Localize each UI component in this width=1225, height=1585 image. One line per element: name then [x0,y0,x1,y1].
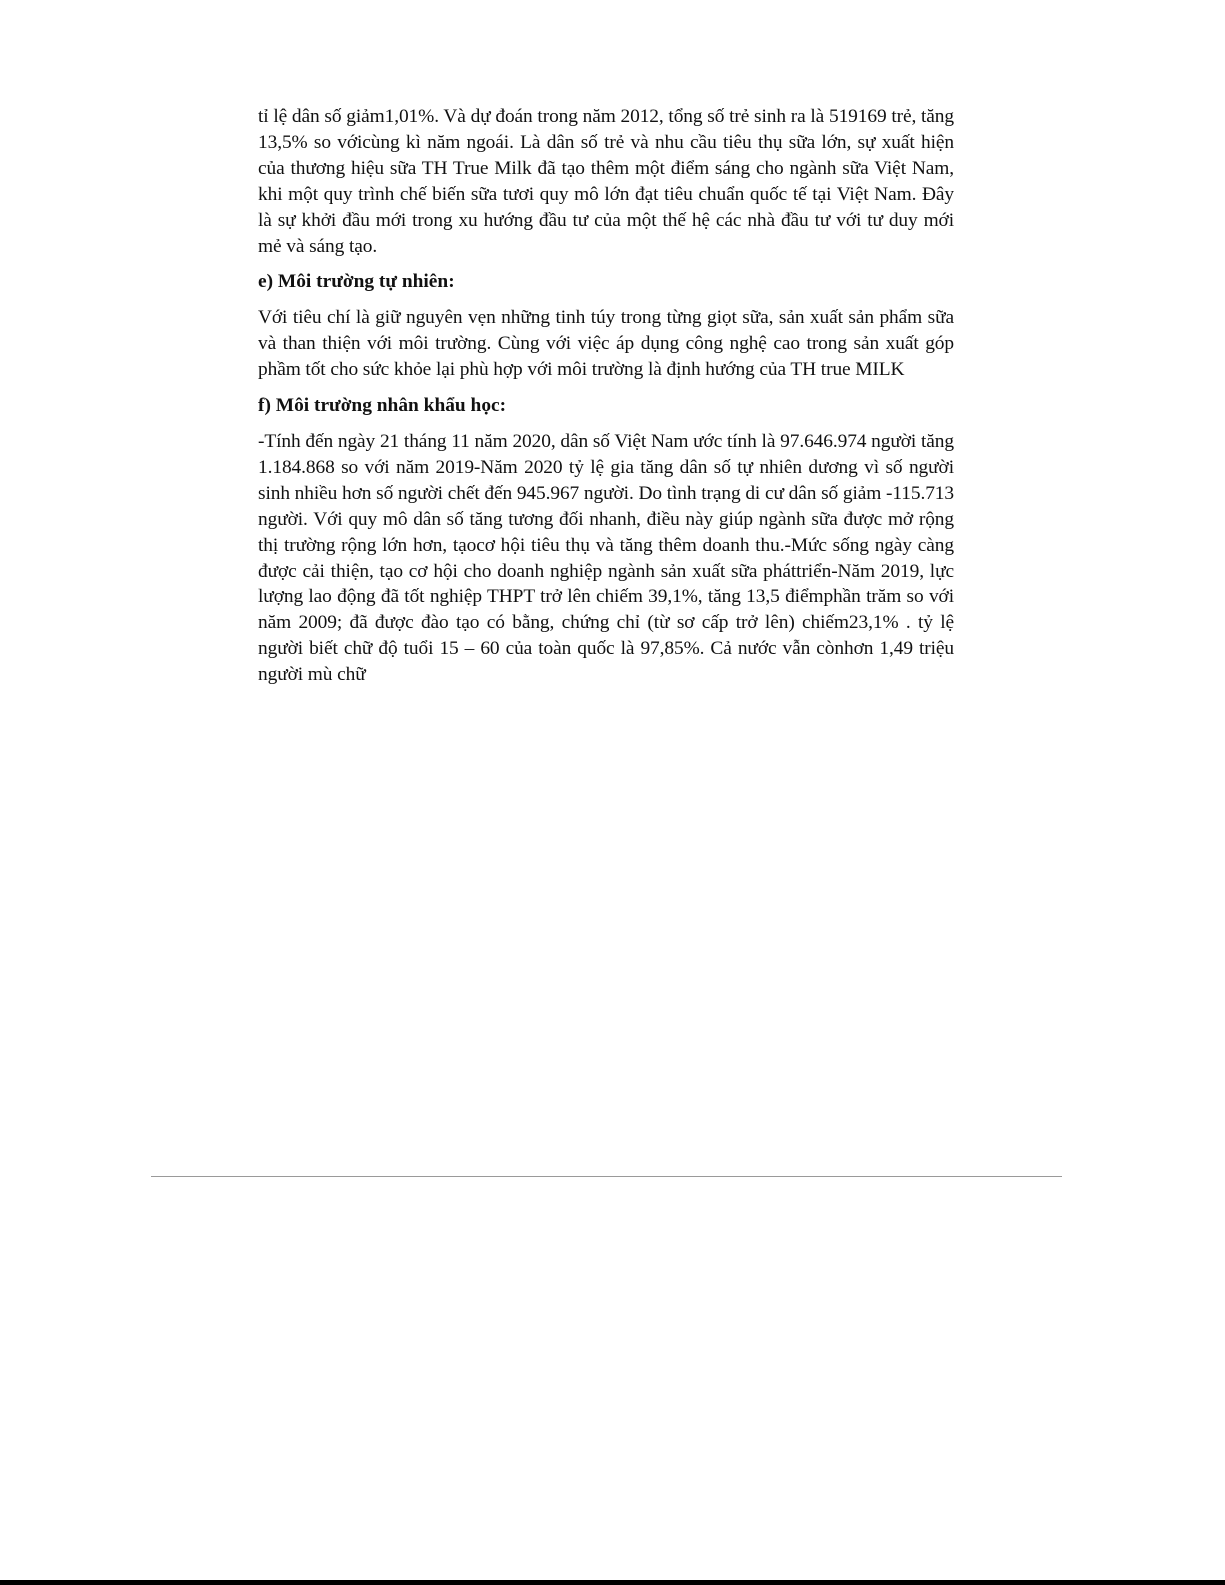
page-bottom-edge [0,1580,1225,1585]
footer-divider [151,1176,1062,1177]
paragraph-natural-environment: Với tiêu chí là giữ nguyên vẹn những tinh túy trong từng giọt sữa, sản xuất sản phẩm sữa và than thiện với môi trường. Cùng với việc áp dụng công nghệ cao trong sản xuất góp phầm tốt cho sức khỏe lại phù hợp với môi trường là định hướng của TH true MILK [258,307,954,381]
heading-natural-environment: e) Môi trường tự nhiên: [258,271,455,293]
paragraph-population-trend: tỉ lệ dân số giảm1,01%. Và dự đoán trong năm 2012, tổng số trẻ sinh ra là 519169 trẻ, tăng 13,5% so vớicùng kì năm ngoái. Là dân số trẻ và nhu cầu tiêu thụ sữa lớn, sự xuất hiện của thương hiệu sữa TH True Milk đã tạo thêm một điểm sáng cho ngành sữa Việt Nam, khi một quy trình chế biến sữa tươi quy mô lớn đạt tiêu chuẩn quốc tế tại Việt Nam. Đây là sự khởi đầu mới trong xu hướng đầu tư của một thế hệ các nhà đầu tư với tư duy mới mẻ và sáng tạo. [258,106,954,257]
paragraph-demographic-environment: -Tính đến ngày 21 tháng 11 năm 2020, dân số Việt Nam ước tính là 97.646.974 người tăng 1.184.868 so với năm 2019-Năm 2020 tỷ lệ gia tăng dân số tự nhiên dương vì số người sinh nhiều hơn số người chết đến 945.967 người. Do tình trạng di cư dân số giảm -115.713 người. Với quy mô dân số tăng tương đối nhanh, điều này giúp ngành sữa được mở rộng thị trường rộng lớn hơn, tạocơ hội tiêu thụ và tăng thêm doanh thu.-Mức sống ngày càng được cải thiện, tạo cơ hội cho doanh nghiệp ngành sản xuất sữa pháttriển-Năm 2019, lực lượng lao động đã tốt nghiệp THPT trở lên chiếm 39,1%, tăng 13,5 điểmphần trăm so với năm 2009; đã được đào tạo có bằng, chứng chỉ (từ sơ cấp trở lên) chiếm23,1% . tỷ lệ người biết chữ độ tuổi 15 – 60 của toàn quốc là 97,85%. Cả nước vẫn cònhơn 1,49 triệu người mù chữ [258,430,954,686]
page-content [258,104,954,698]
heading-demographic-environment: f) Môi trường nhân khẩu học: [258,395,507,417]
